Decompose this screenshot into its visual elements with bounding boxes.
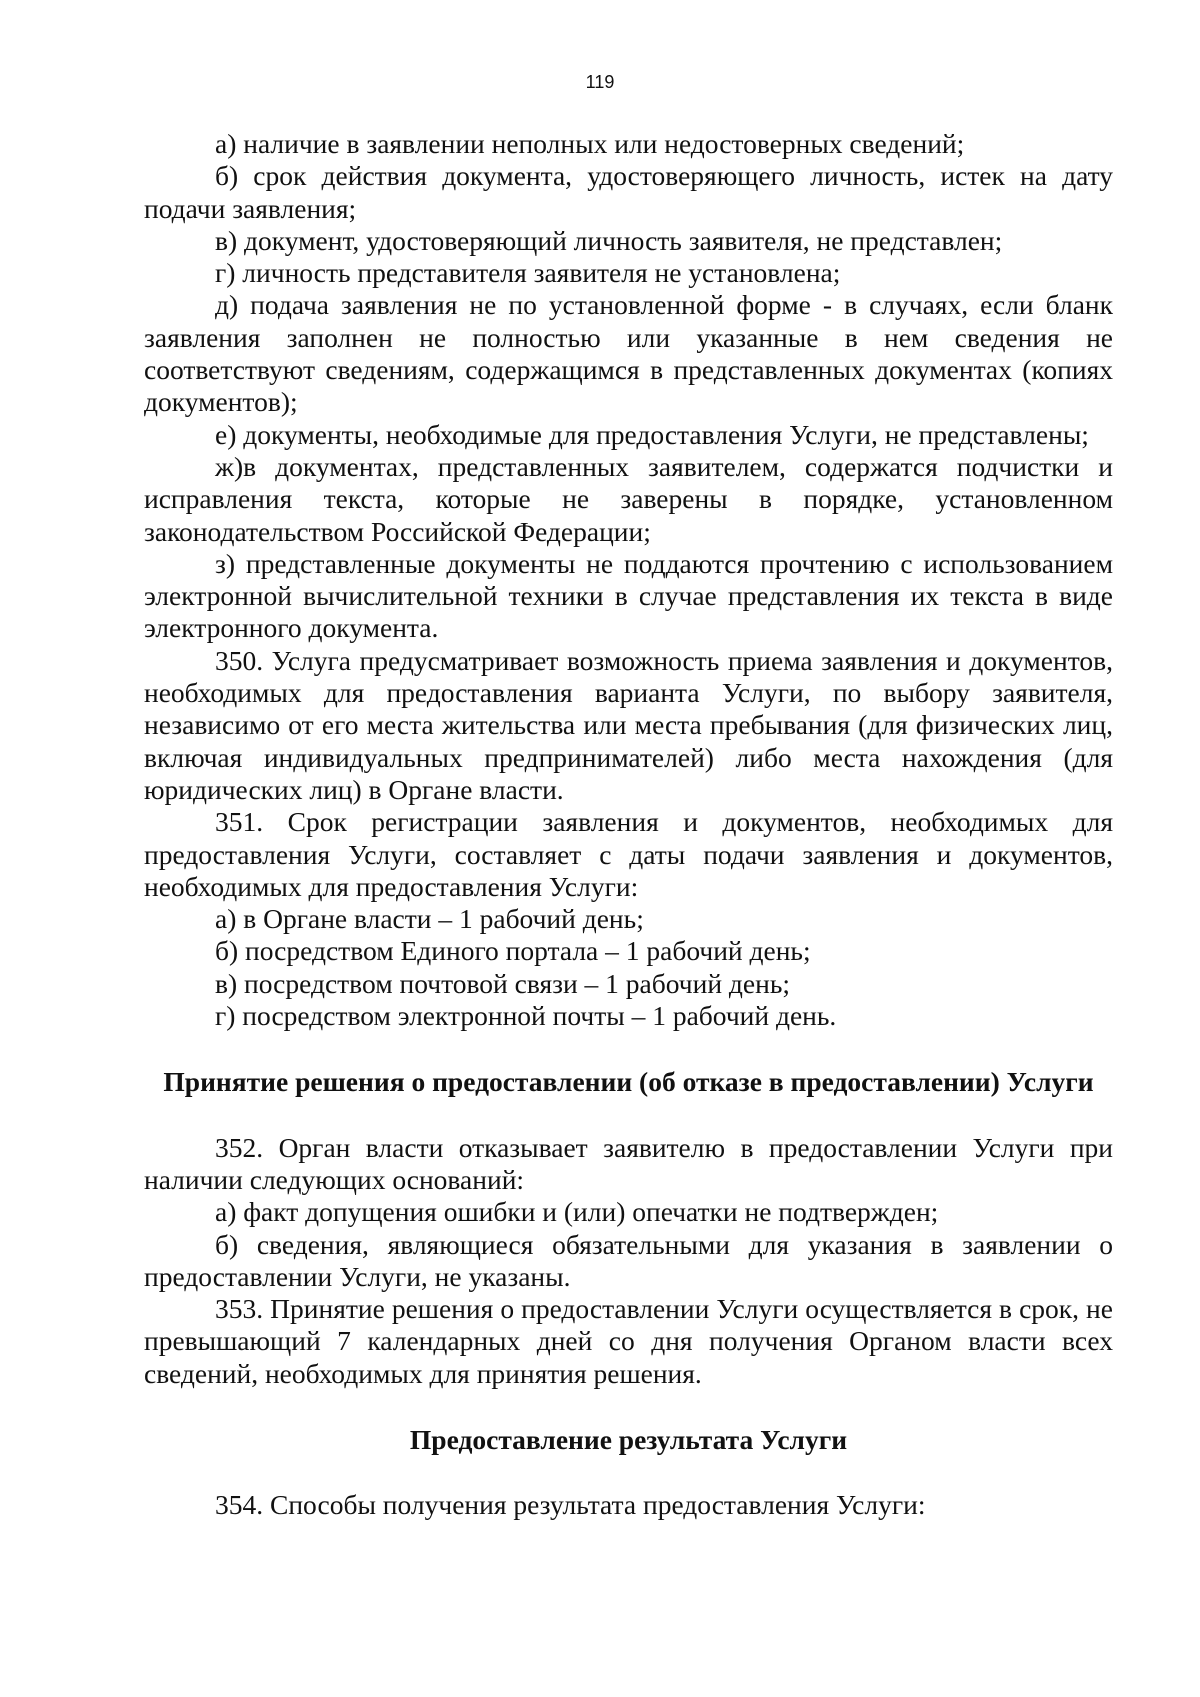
paragraph: 354. Способы получения результата предоставления Услуги:: [215, 1489, 926, 1521]
paragraph: а) факт допущения ошибки и (или) опечатки не подтвержден;: [215, 1196, 939, 1228]
paragraph: г) личность представителя заявителя не установлена;: [215, 257, 841, 289]
paragraph: а) наличие в заявлении неполных или недостоверных сведений;: [215, 128, 965, 159]
paragraph: б) срок действия документа, удостоверяющего личность, истек на дату подачи заявления;: [144, 160, 1113, 224]
paragraph: е) документы, необходимые для предоставления Услуги, не представлены;: [215, 418, 1089, 450]
paragraph: б) сведения, являющиеся обязательными для указания в заявлении о предоставлении Услуги, не указаны.: [144, 1228, 1113, 1292]
paragraph: 351. Срок регистрации заявления и документов, необходимых для предоставления Услуги, составляет с даты подачи заявления и документов, необходимых для предоставления Услуги:: [144, 806, 1113, 902]
page-number: 119: [585, 72, 615, 92]
paragraph: г) посредством электронной почты – 1 рабочий день.: [215, 1000, 837, 1032]
paragraph: 350. Услуга предусматривает возможность приема заявления и документов, необходимых для предоставления варианта Услуги, по выбору заявителя, независимо от его места жительства или места пребывания (для физических лиц, включая индивидуальных предпринимателей) либо места нахождения (для юридических лиц) в Органе власти.: [144, 644, 1113, 805]
paragraph: б) посредством Единого портала – 1 рабочий день;: [215, 935, 811, 967]
paragraph: 352. Орган власти отказывает заявителю в предоставлении Услуги при наличии следующих оснований:: [144, 1131, 1113, 1195]
paragraph: з) представленные документы не поддаются прочтению с использованием электронной вычислительной техники в случае представления их текста в виде электронного документа.: [144, 547, 1113, 644]
paragraph: в) документ, удостоверяющий личность заявителя, не представлен;: [215, 224, 1003, 256]
paragraph: в) посредством почтовой связи – 1 рабочий день;: [215, 967, 791, 999]
section-heading: Принятие решения о предоставлении (об отказе в предоставлении) Услуги: [163, 1066, 1094, 1098]
document-body: [144, 128, 1113, 1522]
paragraph: 353. Принятие решения о предоставлении Услуги осуществляется в срок, не превышающий 7 календарных дней со дня получения Органом власти всех сведений, необходимых для принятия решения.: [144, 1293, 1113, 1389]
paragraph: ж)в документах, представленных заявителем, содержатся подчистки и исправления текста, которые не заверены в порядке, установленном законодательством Российской Федерации;: [144, 450, 1113, 547]
paragraph: д) подача заявления не по установленной форме - в случаях, если бланк заявления заполнен не полностью или указанные в нем сведения не соответствуют сведениям, содержащимся в представленных документах (копиях документов);: [144, 289, 1113, 418]
paragraph: а) в Органе власти – 1 рабочий день;: [215, 903, 644, 935]
section-heading: Предоставление результата Услуги: [409, 1423, 848, 1455]
